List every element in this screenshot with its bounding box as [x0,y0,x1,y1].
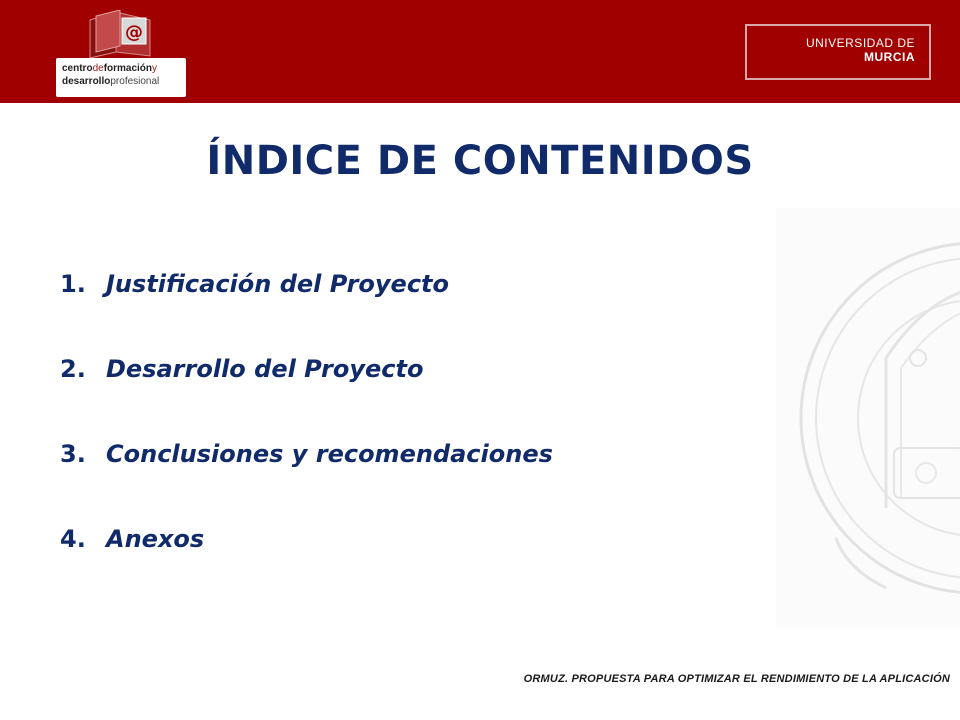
toc-item: 2. Desarrollo del Proyecto [60,355,424,383]
toc-item: 4. Anexos [60,525,205,553]
university-seal-watermark [776,208,960,628]
toc-item: 3. Conclusiones y recomendaciones [60,440,553,468]
toc-item-label: Justificación del Proyecto [106,270,450,298]
table-of-contents [60,270,553,610]
toc-item-label: Desarrollo del Proyecto [106,355,424,383]
svg-text:@: @ [125,22,143,43]
toc-item-label: Anexos [106,525,205,553]
footer-caption: ORMUZ. PROPUESTA PARA OPTIMIZAR EL RENDIMIENTO DE LA APLICACIÓN [523,673,950,685]
page-title: ÍNDICE DE CONTENIDOS [206,138,754,184]
toc-item-label: Conclusiones y recomendaciones [106,440,553,468]
university-name-line2: MURCIA [864,50,915,64]
logo-wordmark: centrodeformacióny desarrolloprofesional [56,58,186,97]
centro-formacion-logo [56,10,186,88]
university-name-line1: UNIVERSIDAD DE [805,36,915,50]
books-at-icon [86,10,156,58]
header-bar [0,0,960,103]
universidad-murcia-logo [745,24,931,80]
toc-item: 1. Justificación del Proyecto [60,270,450,298]
